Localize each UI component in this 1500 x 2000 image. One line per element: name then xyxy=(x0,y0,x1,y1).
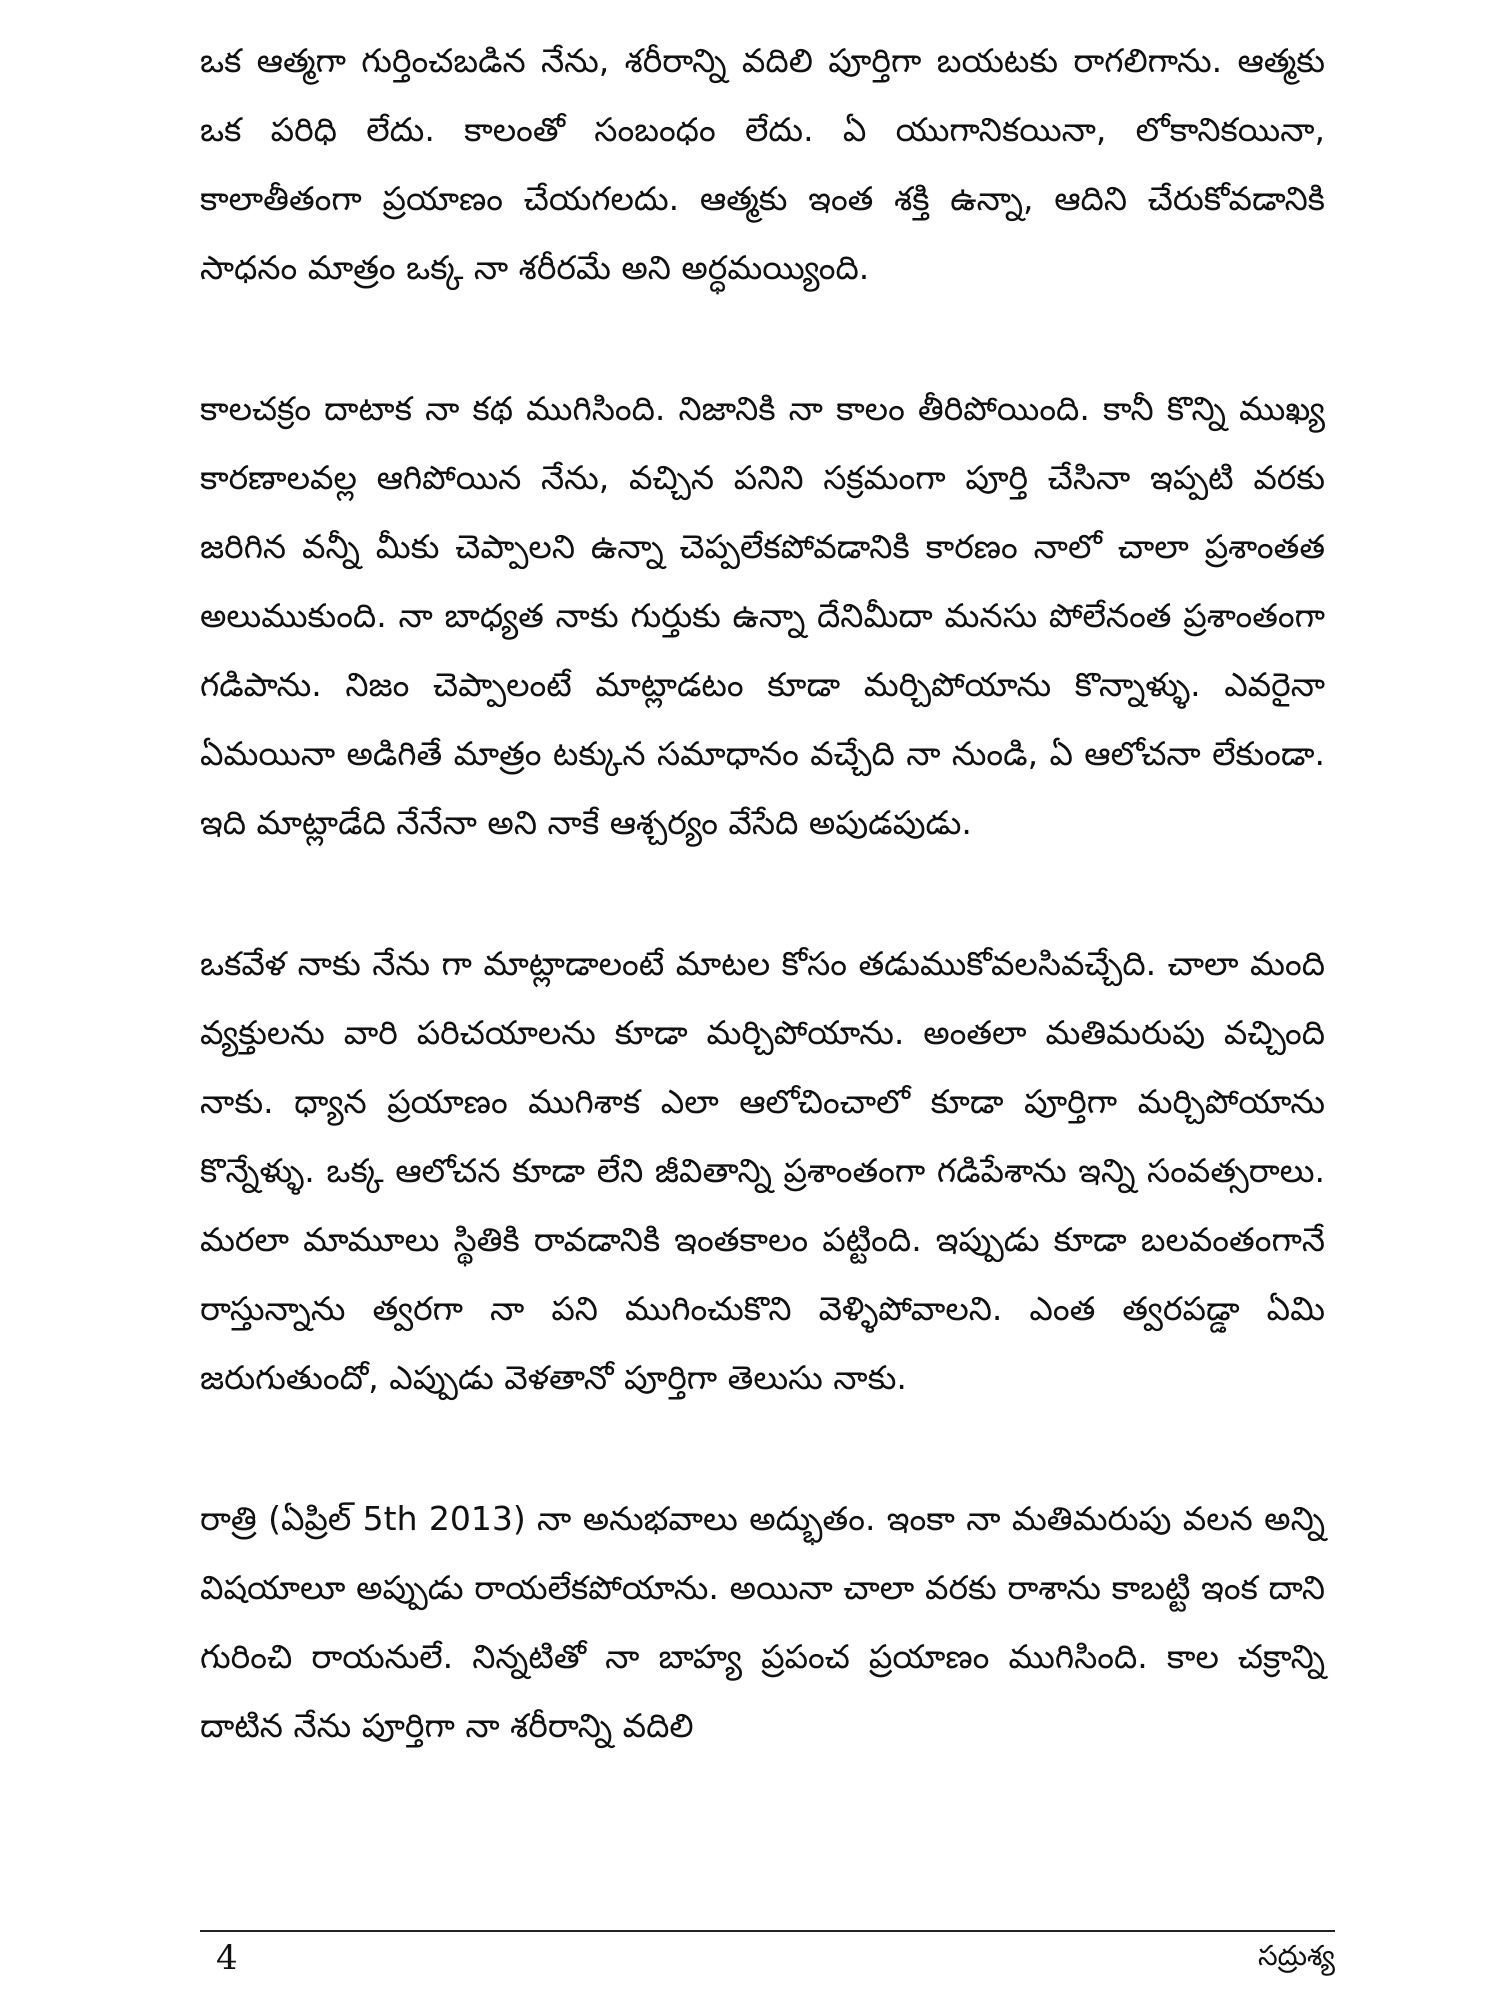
footer-rule xyxy=(200,1930,1335,1932)
page-body xyxy=(200,26,1325,1886)
paragraph-3: ఒకవేళ నాకు నేను గా మాట్లాడాలంటే మాటల కోసం తడుముకోవలసివచ్చేది. చాలా మంది వ్యక్తులను వారి పరిచయాలను కూడా మర్చిపోయాను. అంతలా మతిమరుపు వచ్చింది నాకు. ధ్యాన ప్రయాణం ముగిశాక ఎలా ఆలోచించాలో కూడా పూర్తిగా మర్చిపోయాను కొన్నేళ్ళు. ఒక్క ఆలోచన కూడా లేని జీవితాన్ని ప్రశాంతంగా గడిపేశాను ఇన్ని సంవత్సరాలు. మరలా మామూలు స్థితికి రావడానికి ఇంతకాలం పట్టింది. ఇప్పుడు కూడా బలవంతంగానే రాస్తున్నాను త్వరగా నా పని ముగించుకొని వెళ్ళిపోవాలని. ఎంత త్వరపడ్డా ఏమి జరుగుతుందో, ఎప్పుడు వెళతానో పూర్తిగా తెలుసు నాకు. xyxy=(200,944,1325,1397)
paragraph-4: రాత్రి (ఏప్రిల్ 5th 2013) నా అనుభవాలు అద్భుతం. ఇంకా నా మతిమరుపు వలన అన్ని విషయాలూ అప్పుడు రాయలేకపోయాను. అయినా చాలా వరకు రాశాను కాబట్టి ఇంక దాని గురించి రాయనులే. నిన్నటితో నా బాహ్య ప్రపంచ ప్రయాణం ముగిసింది. కాల చక్రాన్ని దాటిన నేను పూర్తిగా నా శరీరాన్ని వదిలి xyxy=(200,1499,1326,1745)
paragraph-1: ఒక ఆత్మగా గుర్తించబడిన నేను, శరీరాన్ని వదిలి పూర్తిగా బయటకు రాగలిగాను. ఆత్మకు ఒక పరిధి లేదు. కాలంతో సంబంధం లేదు. ఏ యుగానికయినా, లోకానికయినా, కాలాతీతంగా ప్రయాణం చేయగలదు. ఆత్మకు ఇంత శక్తి ఉన్నా, ఆదిని చేరుకోవడానికి సాధనం మాత్రం ఒక్క నా శరీరమే అని అర్ధమయ్యింది. xyxy=(200,41,1325,287)
paragraph-2: కాలచక్రం దాటాక నా కథ ముగిసింది. నిజానికి నా కాలం తీరిపోయింది. కానీ కొన్ని ముఖ్య కారణాలవల్ల ఆగిపోయిన నేను, వచ్చిన పనిని సక్రమంగా పూర్తి చేసినా ఇప్పటి వరకు జరిగిన వన్నీ మీకు చెప్పాలని ఉన్నా చెప్పలేకపోవడానికి కారణం నాలో చాలా ప్రశాంతత అలుముకుంది. నా బాధ్యత నాకు గుర్తుకు ఉన్నా దేనిమీదా మనసు పోలేనంత ప్రశాంతంగా గడిపాను. నిజం చెప్పాలంటే మాట్లాడటం కూడా మర్చిపోయాను కొన్నాళ్ళు. ఎవరైనా ఏమయినా అడిగితే మాత్రం టక్కున సమాధానం వచ్చేది నా నుండి, ఏ ఆలోచనా లేకుండా. ఇది మాట్లాడేది నేనేనా అని నాకే ఆశ్చర్యం వేసేది అపుడపుడు. xyxy=(200,389,1325,842)
running-title: సద్రుశ్య xyxy=(1257,1939,1335,1972)
page-number: 4 xyxy=(216,1938,238,1978)
